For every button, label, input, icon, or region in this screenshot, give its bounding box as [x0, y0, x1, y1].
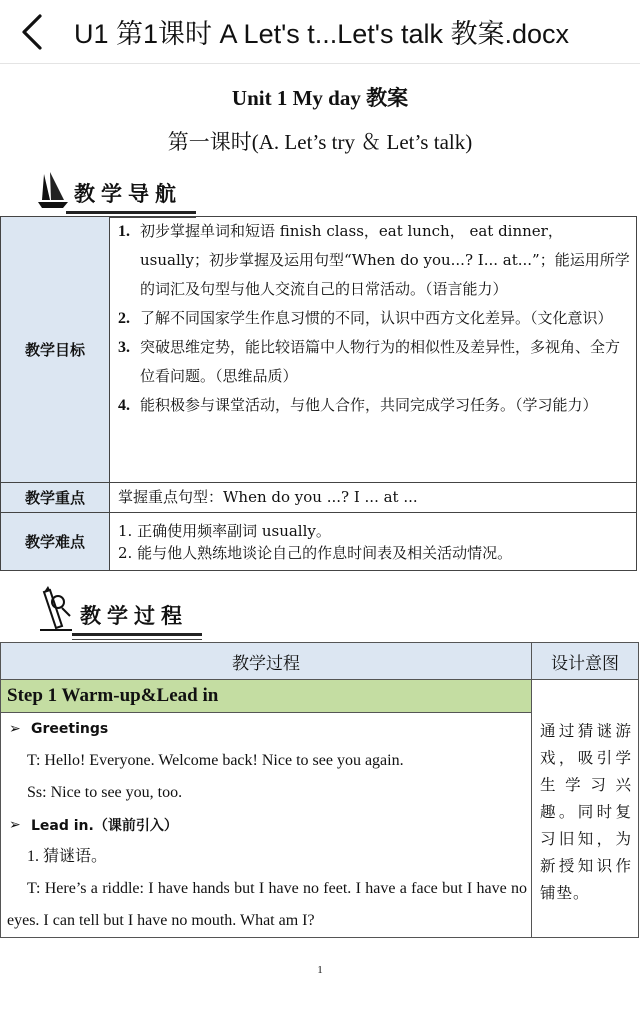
difficulty-item: 2. 能与他人熟练地谈论自己的作息时间表及相关活动情况。	[118, 543, 513, 562]
design-header: 设计意图	[532, 643, 639, 680]
objectives-table	[0, 216, 637, 571]
bullet-greetings: ➢ Greetings	[9, 721, 109, 737]
chevron-left-icon	[18, 12, 46, 52]
objective-item: 3. 突破思维定势，能比较语篇中人物行为的相似性及差异性，多视角、全方位看问题。（思维品质）	[118, 338, 621, 385]
arrow-bullet-icon: ➢	[9, 721, 21, 737]
design-intent: 通过猜谜游戏，吸引学生学习兴趣。同时复习旧知，为新授知识作铺垫。	[532, 680, 639, 938]
banner-label: 教学过程	[80, 600, 188, 632]
pencil-character-icon	[36, 586, 76, 632]
objective-item: 4. 能积极参与课堂活动，与他人合作，共同完成学习任务。（学习能力）	[118, 396, 598, 414]
bullet-lead-in: ➢ Lead in.（课前引入）	[9, 817, 178, 834]
objective-item: 1. 初步掌握单词和短语 finish class，eat lunch， eat dinner， usually；初步掌握及运用句型“When do you...? I... at...”；能运用所学的词汇及句型与他人交流自己的日常活动。（语言能力）	[118, 222, 630, 298]
dialogue-line: T: Hello! Everyone. Welcome back! Nice to see you again.	[27, 752, 404, 769]
difficulty-item: 1. 正确使用频率副词 usually。	[118, 521, 331, 540]
difficulties-cell	[110, 513, 637, 571]
process-header: 教学过程	[1, 643, 532, 680]
doc-heading: Unit 1 My day 教案	[231, 86, 409, 110]
document-page[interactable]	[0, 64, 640, 1020]
doc-subheading: 第一课时(A. Let’s try ＆ Let’s talk)	[167, 130, 473, 154]
dialogue-line: Ss: Nice to see you, too.	[27, 784, 183, 801]
key-points-label: 教学重点	[1, 483, 110, 513]
objectives-cell	[110, 217, 637, 483]
objective-item: 2. 了解不同国家学生作息习惯的不同，认识中西方文化差异。（文化意识）	[118, 309, 613, 327]
banner-label: 教学导航	[74, 178, 182, 210]
objectives-label: 教学目标	[1, 217, 110, 483]
app-header	[0, 0, 640, 64]
riddle-item: 1. 猜谜语。	[27, 848, 108, 865]
section-banner-navigation	[36, 164, 182, 210]
section-banner-process	[36, 586, 188, 632]
riddle-text: T: Here’s a riddle: I have hands but I have no feet. I have a face but I have no eyes. I can tell but I have no mouth. What am I?	[7, 880, 527, 929]
sailboat-icon	[36, 170, 70, 210]
arrow-bullet-icon: ➢	[9, 817, 21, 833]
back-button[interactable]	[0, 0, 64, 64]
difficulties-label: 教学难点	[1, 513, 110, 571]
document-title: U1 第1课时 A Let's t...Let's talk 教案.docx	[74, 19, 569, 49]
key-points-text: 掌握重点句型：When do you ...? I ... at ...	[110, 483, 637, 513]
page-number: 1	[317, 964, 323, 976]
process-table	[0, 642, 639, 938]
step-title: Step 1 Warm-up&Lead in	[1, 680, 532, 713]
process-content	[1, 713, 532, 938]
